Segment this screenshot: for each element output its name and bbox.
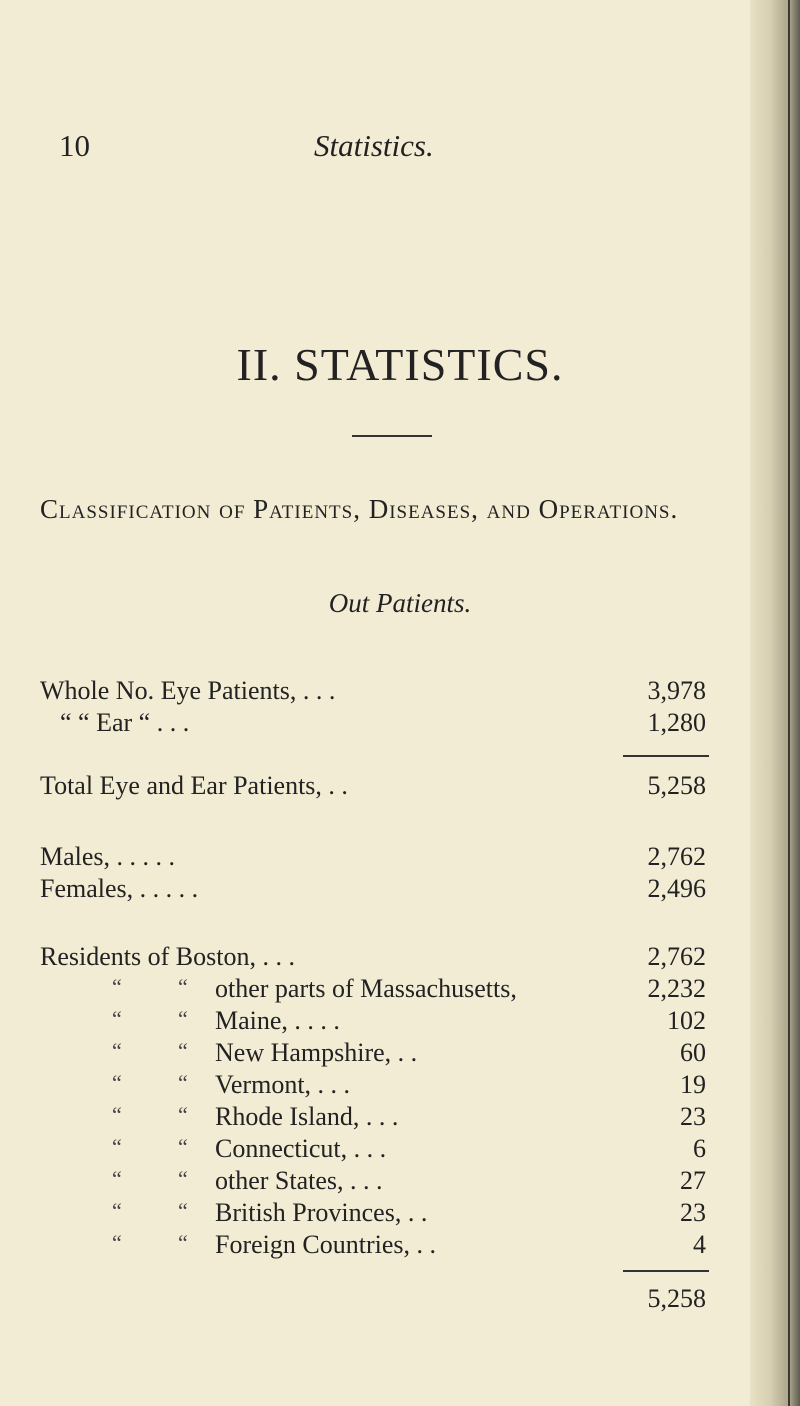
ditto-mark: “ xyxy=(178,974,188,999)
page-number: 10 xyxy=(59,128,90,163)
page-binding-edge xyxy=(750,0,800,1406)
row-label: Females, . . . . . xyxy=(40,874,199,903)
table-row xyxy=(40,1006,720,1038)
row-value: 2,762 xyxy=(647,842,706,871)
ditto-mark: “ xyxy=(178,1134,188,1159)
row-value: 2,762 xyxy=(647,942,706,971)
row-value: 23 xyxy=(680,1102,706,1131)
ditto-mark: “ xyxy=(112,1230,122,1255)
sum-rule xyxy=(623,1270,709,1272)
ditto-mark: “ xyxy=(178,1198,188,1223)
row-label: New Hampshire, . . xyxy=(215,1038,418,1067)
row-label: other States, . . . xyxy=(215,1166,383,1195)
row-label: Rhode Island, . . . xyxy=(215,1102,399,1131)
ditto-mark: “ xyxy=(112,1102,122,1127)
row-value: 19 xyxy=(680,1070,706,1099)
table-row xyxy=(40,676,720,708)
ditto-mark: “ xyxy=(178,1230,188,1255)
row-label: Connecticut, . . . xyxy=(215,1134,387,1163)
running-title: Statistics. xyxy=(314,128,434,163)
table-row xyxy=(40,708,720,740)
row-value: 2,496 xyxy=(647,874,706,903)
row-value: 5,258 xyxy=(647,771,706,800)
row-label: “ “ Ear “ . . . xyxy=(60,708,190,737)
row-value: 2,232 xyxy=(647,974,706,1003)
ditto-mark: “ xyxy=(112,1038,122,1063)
table-row xyxy=(40,842,720,874)
classification-heading: Classification of Patients, Diseases, and Operations. xyxy=(40,494,679,524)
ditto-mark: “ xyxy=(178,1038,188,1063)
row-value: 6 xyxy=(693,1134,706,1163)
section-title: II. STATISTICS. xyxy=(236,339,564,390)
table-row xyxy=(40,974,720,1006)
total-value: 5,258 xyxy=(647,1284,706,1313)
table-row xyxy=(40,1102,720,1134)
ditto-mark: “ xyxy=(112,1006,122,1031)
row-label: other parts of Massachusetts, xyxy=(215,974,517,1003)
row-value: 27 xyxy=(680,1166,706,1195)
row-value: 23 xyxy=(680,1198,706,1227)
table-row xyxy=(40,1038,720,1070)
row-label: Whole No. Eye Patients, . . . xyxy=(40,676,336,705)
ditto-mark: “ xyxy=(178,1102,188,1127)
ditto-mark: “ xyxy=(178,1166,188,1191)
page-header xyxy=(0,128,800,168)
row-label: British Provinces, . . xyxy=(215,1198,428,1227)
row-label: Foreign Countries, . . xyxy=(215,1230,436,1259)
table-row xyxy=(40,1134,720,1166)
row-value: 4 xyxy=(693,1230,706,1259)
table-row xyxy=(40,771,720,803)
row-label: Total Eye and Ear Patients, . . xyxy=(40,771,348,800)
table-row xyxy=(40,1198,720,1230)
row-label: Residents of Boston, . . . xyxy=(40,942,295,971)
table-row xyxy=(40,942,720,974)
subtitle: Out Patients. xyxy=(328,588,472,618)
table-row xyxy=(40,1070,720,1102)
row-label: Maine, . . . . xyxy=(215,1006,340,1035)
row-label: Vermont, . . . xyxy=(215,1070,351,1099)
ditto-mark: “ xyxy=(112,1070,122,1095)
row-value: 102 xyxy=(667,1006,706,1035)
table-row xyxy=(40,1166,720,1198)
ditto-mark: “ xyxy=(178,1070,188,1095)
row-value: 3,978 xyxy=(647,676,706,705)
ditto-mark: “ xyxy=(178,1006,188,1031)
row-value: 60 xyxy=(680,1038,706,1067)
table-row xyxy=(40,1230,720,1262)
row-label: Males, . . . . . xyxy=(40,842,176,871)
sum-rule xyxy=(623,755,709,757)
table-row-total xyxy=(40,1284,720,1316)
ditto-mark: “ xyxy=(112,1134,122,1159)
ditto-mark: “ xyxy=(112,974,122,999)
table-row xyxy=(40,874,720,906)
ditto-mark: “ xyxy=(112,1198,122,1223)
page-edge-line xyxy=(788,0,790,1406)
row-value: 1,280 xyxy=(647,708,706,737)
ditto-mark: “ xyxy=(112,1166,122,1191)
title-rule xyxy=(352,435,432,437)
